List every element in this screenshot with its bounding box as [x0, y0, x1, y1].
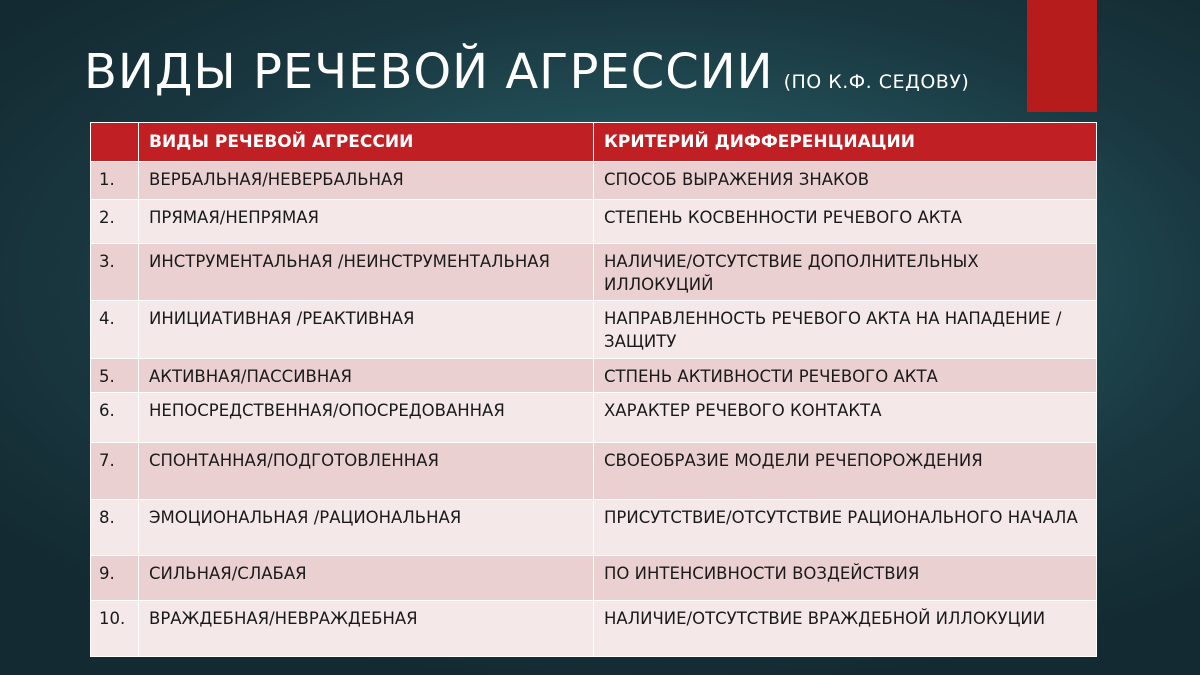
slide-title: [84, 44, 969, 124]
row-criterion: СТПЕНЬ АКТИВНОСТИ РЕЧЕВОГО АКТА: [594, 359, 1097, 393]
table-row: [91, 162, 1097, 200]
table-row: [91, 556, 1097, 601]
row-number: 5.: [91, 359, 139, 393]
row-type: ЭМОЦИОНАЛЬНАЯ /РАЦИОНАЛЬНАЯ: [139, 500, 594, 556]
row-number: 1.: [91, 162, 139, 200]
table-row: [91, 359, 1097, 393]
row-number: 7.: [91, 443, 139, 500]
header-number: [91, 123, 139, 162]
table-row: [91, 301, 1097, 359]
title-main: ВИДЫ РЕЧЕВОЙ АГРЕССИИ: [84, 44, 774, 100]
row-number: 9.: [91, 556, 139, 601]
row-criterion: НАПРАВЛЕННОСТЬ РЕЧЕВОГО АКТА НА НАПАДЕНИЕ /ЗАЩИТУ: [594, 301, 1097, 359]
row-type: АКТИВНАЯ/ПАССИВНАЯ: [139, 359, 594, 393]
row-type: ИНИЦИАТИВНАЯ /РЕАКТИВНАЯ: [139, 301, 594, 359]
row-type: ВРАЖДЕБНАЯ/НЕВРАЖДЕБНАЯ: [139, 601, 594, 657]
row-type: ИНСТРУМЕНТАЛЬНАЯ /НЕИНСТРУМЕНТАЛЬНАЯ: [139, 244, 594, 301]
table-row: [91, 500, 1097, 556]
row-number: 10.: [91, 601, 139, 657]
row-number: 8.: [91, 500, 139, 556]
row-number: 6.: [91, 393, 139, 443]
row-criterion: НАЛИЧИЕ/ОТСУТСТВИЕ ВРАЖДЕБНОЙ ИЛЛОКУЦИИ: [594, 601, 1097, 657]
row-criterion: СТЕПЕНЬ КОСВЕННОСТИ РЕЧЕВОГО АКТА: [594, 200, 1097, 244]
table-row: [91, 443, 1097, 500]
row-criterion: НАЛИЧИЕ/ОТСУТСТВИЕ ДОПОЛНИТЕЛЬНЫХ ИЛЛОКУЦИЙ: [594, 244, 1097, 301]
table-header-row: [91, 123, 1097, 162]
red-accent-block: [1027, 0, 1097, 112]
table-row: [91, 244, 1097, 301]
row-number: 2.: [91, 200, 139, 244]
row-type: ПРЯМАЯ/НЕПРЯМАЯ: [139, 200, 594, 244]
table-row: [91, 200, 1097, 244]
row-type: СИЛЬНАЯ/СЛАБАЯ: [139, 556, 594, 601]
header-types: ВИДЫ РЕЧЕВОЙ АГРЕССИИ: [139, 123, 594, 162]
row-criterion: ХАРАКТЕР РЕЧЕВОГО КОНТАКТА: [594, 393, 1097, 443]
row-type: НЕПОСРЕДСТВЕННАЯ/ОПОСРЕДОВАННАЯ: [139, 393, 594, 443]
table-row: [91, 601, 1097, 657]
row-criterion: ПО ИНТЕНСИВНОСТИ ВОЗДЕЙСТВИЯ: [594, 556, 1097, 601]
row-number: 3.: [91, 244, 139, 301]
table-row: [91, 393, 1097, 443]
row-criterion: СВОЕОБРАЗИЕ МОДЕЛИ РЕЧЕПОРОЖДЕНИЯ: [594, 443, 1097, 500]
title-subtitle: (ПО К.Ф. СЕДОВУ): [783, 71, 970, 93]
row-number: 4.: [91, 301, 139, 359]
row-type: ВЕРБАЛЬНАЯ/НЕВЕРБАЛЬНАЯ: [139, 162, 594, 200]
header-criterion: КРИТЕРИЙ ДИФФЕРЕНЦИАЦИИ: [594, 123, 1097, 162]
row-criterion: ПРИСУТСТВИЕ/ОТСУТСТВИЕ РАЦИОНАЛЬНОГО НАЧАЛА: [594, 500, 1097, 556]
row-type: СПОНТАННАЯ/ПОДГОТОВЛЕННАЯ: [139, 443, 594, 500]
aggression-types-table: [90, 122, 1097, 657]
row-criterion: СПОСОБ ВЫРАЖЕНИЯ ЗНАКОВ: [594, 162, 1097, 200]
